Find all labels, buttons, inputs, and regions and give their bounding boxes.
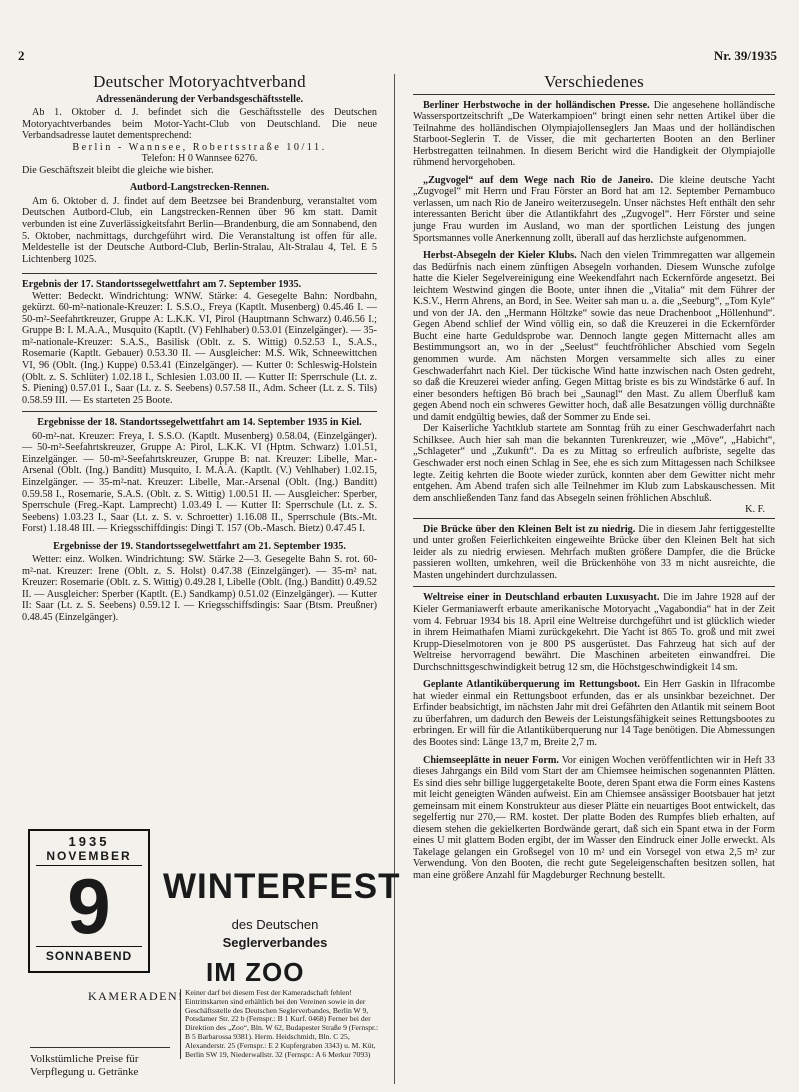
herbstwoche-heading: Berliner Herbstwoche in der holländischen Presse. — [423, 99, 650, 111]
ad-prices-line2: Verpflegung u. Getränke — [30, 1066, 139, 1078]
ad-day: 9 — [67, 862, 111, 950]
divider — [413, 94, 775, 95]
ad-ticket-info: Keiner darf bei diesem Fest der Kameradschaft fehlen! Eintrittskarten sind erhältlich bei den Vereinen sowie in der Geschäftsstelle des Deutschen Seglerverbandes, Berlin W 9, Potsdamer Str. 22 b (Fernspr.: B 1 Kurf. 0468) Ferner bei der Direktion des „Zoo“, Bln. W 62, Budapester Straße 9 (Fernspr.: B 5 Barbarossa 9381). Herm. Heidschmidt, Bln. C 25, Alexanderstr. 25 (Fernspr.: E 2 Kupfergraben 3343) u. M. Küt, Berlin SW 19, Niederwallstr. 32 (Fernspr.: A 6 Merkur 7093) — [180, 989, 383, 1059]
divider — [22, 411, 377, 412]
ad-prices-line1: Volkstümliche Preise für — [30, 1053, 139, 1065]
divider — [22, 273, 377, 274]
ad-divider — [30, 1047, 170, 1048]
section-title-verschiedenes: Verschiedenes — [544, 72, 644, 91]
result18-heading: Ergebnisse der 18. Standortssegelwettfahrt am 14. September 1935 in Kiel. — [37, 417, 362, 429]
result17-heading: Ergebnis der 17. Standortssegelwettfahrt am 7. September 1935. — [22, 279, 302, 291]
result18-text: 60-m²-nat. Kreuzer: Freya, I. S.S.O. (Kaptlt. Musenberg) 0.58.04, (Einzelgänger). — 50-m²-Seefahrtskreuzer, Gruppe A: Pirol, L.K.K. VI (Hptm. Schwarz) 1.01.51, Einzelgänger. — 50-m²-Seefahrtskreuzer, Gruppe B: nat. Kreuzer: Libelle, Mar.-Arsenal (Oblt. (Ing.) Banditt) Musquito, I. M.A.A. (Kaptlt. (V.) Vehlhaber) 1.02.15, Einzelgänger. — 35-m²-nat. Kreuzer: Libelle, Mar.-Arsenal (Oblt. (Ing.) Banditt) 0.59.58 I., Rosemarie, S.A.S. (Oblt. z. S. Wittig) 1.00.51 II. — Ausgleicher: Sperber, Sperrschule (Freg.-Kapt. Lamprecht) 1.03.49 I. — Kutter II: Sperrschule (Lt. z. S. Seebens) 1.03.23 I., Saar (Lt. z. S. v. Schroetter) 1.16.08 II., Sperrschule (Bts.-Mt. Forst) 1.18.48 III. — Kriegsschiffdingis: Dingi T. 157 (Ob.-Masch. Bietz) 0.47.45 I. — [22, 430, 377, 535]
bruecke-heading: Die Brücke über den Kleinen Belt ist zu niedrig. — [423, 523, 636, 535]
race-text: Am 6. Oktober d. J. findet auf dem Beetzsee bei Brandenburg, veranstaltet vom Deutschen Autbord-Club, ein Langstrecken-Rennen über 96 km statt. Damit verbunden ist eine Zuverlässigkeitsfahrt Berlin—Brandenburg, die am Sonnabend, den 5. Oktober, nachmittags, durchgeführt wird. Die Veranstaltung ist offen für alle. Meldestelle ist der Deutsche Autbord-Club, Berlin-Stralau, Alt-Stralau 4, Tel. E 5 Lichtenberg 1025. — [22, 195, 377, 265]
weltreise-heading: Weltreise einer in Deutschland erbauten Luxusyacht. — [423, 592, 660, 604]
ad-greeting: KAMERADEN! — [88, 989, 184, 1003]
issue-number: Nr. 39/1935 — [713, 48, 777, 63]
address-text: Ab 1. Oktober d. J. befindet sich die Geschäftsstelle des Deutschen Motoryachtverbandes beim Motor-Yacht-Club von Deutschland. Die neue Verbandsadresse lautet dementsprechend: — [22, 107, 377, 142]
ad-date-box — [28, 829, 150, 973]
result19-heading: Ergebnisse der 19. Standortssegelwettfahrt am 21. September 1935. — [53, 540, 346, 552]
ad-month: NOVEMBER — [36, 849, 142, 866]
ad-prices — [30, 1053, 180, 1079]
kieler-text2: Der Kaiserliche Yachtklub startete am Sonntag früh zu einer Geschwaderfahrt nach Schilksee. Auch hier sah man die bekannten Turenkreuzer, wie „Möve“, „Habicht“, „Schlageter“ und „Zukunft“. Da es zu Mittag so erfreulich aufbriste, segelte das Geschwader erst noch einen Schlag in See, ehe es sich zum Mittagessen nach Schilksee legte. Zeitig kehrten die Boote wieder zurück, konnten aber dem Gewitter nicht mehr entgehen. Am Abend trafen sich alle Teilnehmer im Klub zum Labskauschessen. Mit dem anschließenden Tanz fand das Absegeln seinen fröhlichen Abschluß. — [413, 423, 775, 504]
ad-weekday: SONNABEND — [36, 946, 142, 963]
chiemsee-heading: Chiemseeplätte in neuer Form. — [423, 754, 559, 766]
section-title-motoryacht: Deutscher Motoryachtverband — [93, 72, 306, 91]
ad-organizer-line2: Seglerverbandes — [222, 935, 328, 950]
kieler-heading: Herbst-Absegeln der Kieler Klubs. — [423, 250, 577, 262]
office-hours: Die Geschäftszeit bleibt die gleiche wie bisher. — [22, 164, 214, 176]
divider — [413, 518, 775, 519]
chiemsee-text: Vor einigen Wochen veröffentlichten wir in Heft 33 dieses Jahrgangs ein Bild vom Start der am Chiemsee heimischen sogenannten Plätten. Es sind dies sehr billige luggergetakelte Boote, deren Spant etwa die Form eines Kastens mit leicht geneigten Wänden aufweist. Ein am Chiemsee ansässiger Bootsbauer hat jetzt gemeinsam mit einem Konstrukteur aus dieser Plätte ein neuartiges Boot entwickelt, das segelfertig nur 270,— RM. kostet. Der platte Boden des Rumpfes blieb erhalten, auf diesem stehen die gekielkerten Bordwände gerart, daß sich ein Spant etwa in der Form eines U mit glattem Boden ergibt, der im Wasser den Eindruck einer Jolle erweckt. Als Takelage gelangen ein Großsegel von 10 m² und ein Vorsegel von etwa 2,5 m² zur Verwendung. Von den Booten, die recht gute Segeleigenschaften besitzen sollen, hat man eine größere Anzahl für Magdeburger Rechnung bestellt. — [413, 754, 775, 881]
ad-year: 1935 — [68, 834, 110, 849]
result17-text: Wetter: Bedeckt. Windrichtung: WNW. Stärke: 4. Gesegelte Bahn: Nordbahn, gekürzt. 60-m²-nationale-Kreuzer: I. S.S.O., Freya (Kaptlt. Musenberg) 0.45.46 I. — 50-m²-Seefahrtkreuzer, Gruppe A: L.K.K. VI, Pirol (Hauptmann Schwarz) 0.46.56 I.; Gruppe B: I. M.A.A., Musquito (Kaptlt. (V) Fehlhaber) 0.53.01 (Einzelgänger). — 35-m²-nationale-Kreuzer: S.A.S., Basilisk (Oblt. z. S. Wittig) 0.52.53 I., S.A.S., Rosemarie (Kaptlt. Gebauer) 0.53.30 II. — Ausgleicher: M.S. Wik, Schneewittchen VI, 96 (Oblt. (Ing.) Kuppe) 0.53.41 (Einzelgänger). — Kutter 0: Schleswig-Holstein (Oblt. z. S. Schlüter) 1.02.18 I., Schlesien 1.03.00 II. — Kutter II: Sperrschule (Lt. z. S. Piening) 0.57.01 I., Saar (Lt. z. S. Seebens) 0.57.58 II., Adm. Scheer (Lt. z. S. Tils) 0.58.59 III. — Es starteten 25 Boote. — [22, 290, 377, 406]
atlantik-text: Ein Herr Gaskin in Ilfracombe hat wieder einmal ein Rettungsboot erfunden, das er als unsinkbar bezeichnet. Der Erfinder beabsichtigt, im nächsten Jahr mit drei Gefährten den Atlantik mit seinem Boot zu überfahren, um dadurch den Beweis der Leistungsfähigkeit seines Rettungsbootes zu erbringen. Er will für die Atlantiküberquerung nur 14 Tage benötigen. Die Abmessungen des Bootes sind: Länge 13,7 m, Breite 2,7 m. — [413, 679, 776, 748]
column-divider — [394, 74, 395, 1084]
zugvogel-heading: „Zugvogel“ auf dem Wege nach Rio de Janeiro. — [423, 174, 654, 186]
address-heading: Adressenänderung der Verbandsgeschäftsstelle. — [95, 93, 304, 105]
left-column — [22, 72, 377, 624]
divider — [413, 586, 775, 587]
kieler-signature: K. F. — [745, 504, 765, 516]
address-line: Berlin - Wannsee, Robertsstraße 10/11. — [72, 141, 327, 153]
race-heading: Autbord-Langstrecken-Rennen. — [129, 182, 270, 194]
result19-text: Wetter: einz. Wolken. Windrichtung: SW. Stärke 2—3. Gesegelte Bahn S. rot. 60-m²-nat. Kreuzer: Irene (Oblt. z. S. Holst) 0.47.38 (Einzelgänger). — 35-m² nat. Kreuzer: Rosemarie (Oblt. z. S. Wittig) 0.49.28 I, Libelle (Oblt. (Ing.) Banditt) 0.49.52 II. — Ausgleicher: Sperber (Kaptlt. (E.) Sandkamp) 0.51.02 (Einzelgänger). — Kutter II: Saar (Lt. z. S. Seebens) 0.59.12 I. — Kriegsschiffsdingis: Saar (Btsm. Preußner) 0.48.45 (Einzelgänger). — [22, 554, 377, 623]
bruecke-text: Die in diesem Jahr fertiggestellte und unter großen Feierlichkeiten eingeweihte Brücke über den Kleinen Belt hat sich leider als zu niedrig erwiesen. Mehrfach mußten größere Dampfer, die die Brücke passieren wollten, umkehren, weil die Brückenhöhe von 33 m nicht ausreichte, die Masten ungehindert durchzulassen. — [413, 523, 776, 581]
ad-organizer-line1: des Deutschen — [231, 917, 319, 932]
weltreise-text: Die im Jahre 1928 auf der Kieler Germaniawerft erbaute amerikanische Motoryacht „Vagabondia“ hat in der Zeit vom 4. Februar 1934 bis 18. April eine Weltreise durchgeführt und ist glücklich wieder in ihrem Heimathafen Miami zurückgekehrt. Die Yacht ist 865 To. groß und mit zwei Krupp-Dieselmotoren von je 800 PS ausgerüstet. Das Fahrzeug hat sich auf der Weltreise hervorragend bewährt. Die Maschinen arbeiteten einwandfrei. Die Durchschnittsgeschwindigkeit betrug 12 sm, die Höchstgeschwindigkeit 14 sm. — [413, 592, 776, 673]
winterfest-advertisement — [28, 827, 401, 1085]
kieler-text: Nach den vielen Trimmregatten war allgemein das Bedürfnis nach einem zünftigen Absegeln vorhanden. Diesem Wunsche zufolge hatte die Kieler Segelvereinigung eine Weekendfahrt nach Eckernförde angesetzt. Bei leichtem Westwind gingen die Boote, unter ihnen die „Vitalia“ mit dem Führer der K.S.V., Herrn Ahrens, an Bord, in See. Weiter sah man u. a. die „Seeburg“, „Tom Kyle“ und von der JA. den „Hermann Höltzke“ sowie das neue Drachenboot „Höllenhund“. Gegen Abend schlief der Wind völlig ein, so daß die Kreuzerei in die Eckernförder Bucht eine harte Geduldsprobe war. Dennoch langte gegen Mitternacht alles am Bestimmungsort an, wo in der „Seelust“ feuchtfröhlicher Abschied vom Segeln genommen wurde. Am nächsten Morgen versammelte sich alles zu einer Geschwaderfahrt nach Kiel. Der tückische Wind hatte inzwischen nach Osten gedreht, so daß die Kreuzerei wieder anfing. Gegen Mittag briste es bis zu Windstärke 6 auf. In einer besonders heftigen Bö brach bei „Saunagl“ den Mast. Zu allem Überfluß kam gegen Abend noch ein schweres Gewitter hoch, daß alle Besatzungen völlig durchnäßte und damit endgültig bewies, daß der Sommer zu Ende sei. — [413, 250, 776, 423]
ad-venue: IM ZOO — [206, 957, 305, 987]
phone-line: Telefon: H 0 Wannsee 6276. — [141, 153, 258, 165]
page-number: 2 — [18, 48, 25, 63]
zugvogel-text: Die kleine deutsche Yacht „Zugvogel“ mit Herrn und Frau Förster an Bord hat am 12. September Pernambuco verlassen, um nach Rio de Janeiro weiterzusegeln. Unser nächstes Heft enthält den sehr interessanten Bericht über die Atlantikfahrt des „Zugvogel“. Herr Förster und seine junge Frau wurden im Ausland, wo man der sportlichen Leistung des jungen Sportsmannes volle Anerkennung zollt, überall auf das herzlichste aufgenommen. — [413, 174, 775, 244]
ad-title: WINTERFEST — [163, 867, 401, 906]
atlantik-heading: Geplante Atlantiküberquerung im Rettungsboot. — [423, 679, 640, 691]
herbstwoche-text: Die angesehene holländische Wassersportzeitschrift „De Waterkampioen“ bringt einen sehr netten Artikel über die Teilnahme des holländischen Olympiajollenseglers Jan Maas und der holländischen Starboot-Seglerin T. de Visser, die mit gecharterten Booten an den Berliner Herbstregatten teilnahmen. In diesem Bericht wird die Handigkeit der Olympiajolle rühmend hervorgehoben. — [413, 99, 776, 169]
right-column — [413, 72, 776, 882]
